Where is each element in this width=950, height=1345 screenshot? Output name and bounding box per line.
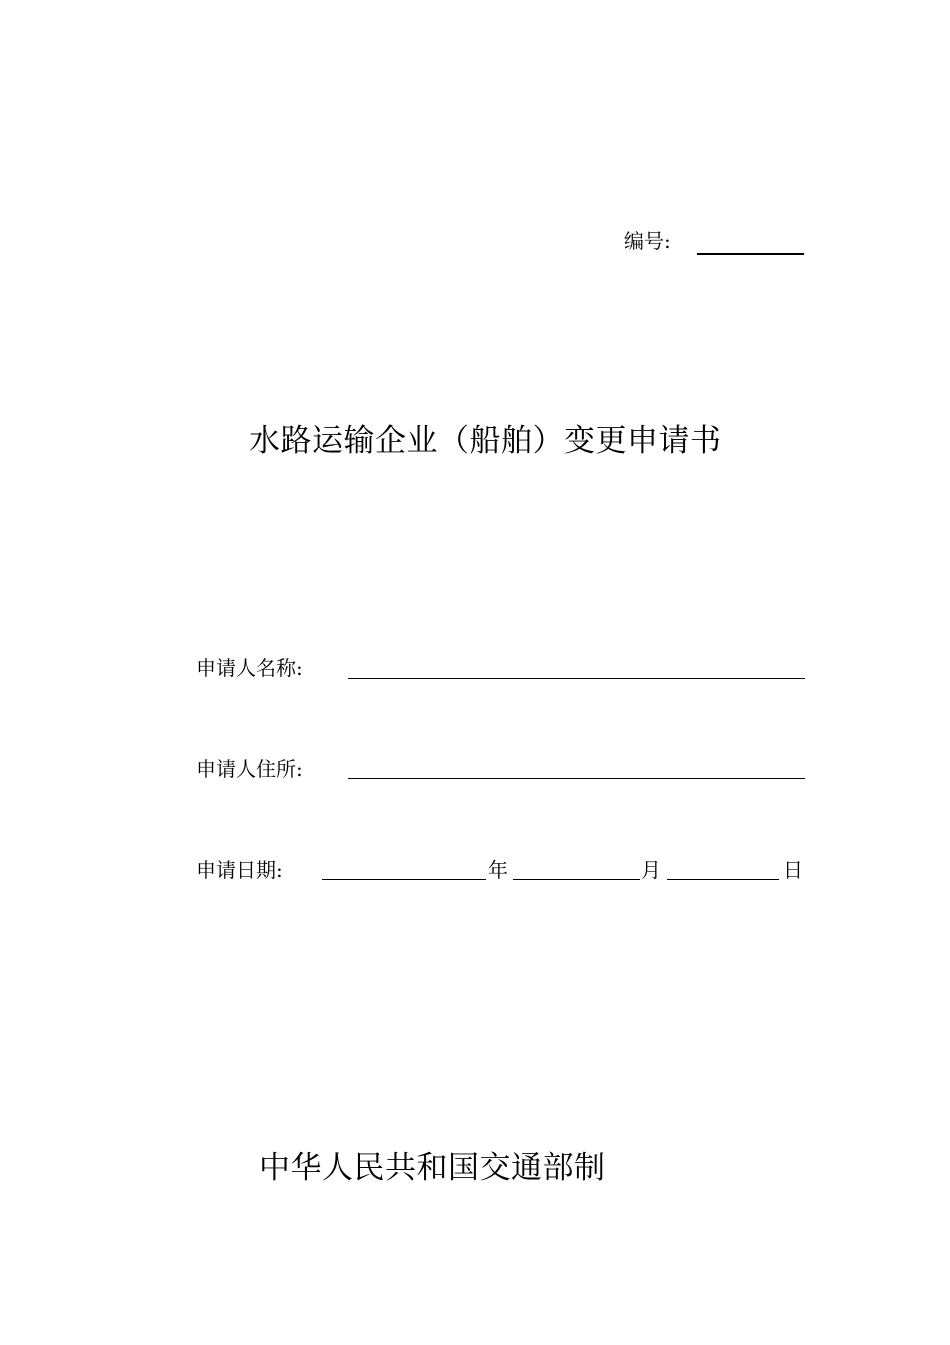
- year-blank[interactable]: [322, 879, 486, 880]
- applicant-name-blank[interactable]: [348, 678, 805, 679]
- document-title: 水路运输企业（船舶）变更申请书: [249, 423, 722, 459]
- month-blank[interactable]: [513, 879, 640, 880]
- issuing-authority: 中华人民共和国交通部制: [259, 1150, 606, 1186]
- day-unit-label: 日: [783, 858, 803, 882]
- serial-number-label: 编号:: [624, 229, 671, 253]
- application-date-label: 申请日期:: [196, 858, 283, 882]
- applicant-address-label: 申请人住所:: [196, 757, 303, 781]
- day-blank[interactable]: [667, 879, 779, 880]
- applicant-address-blank[interactable]: [348, 778, 805, 779]
- year-unit-label: 年: [488, 858, 508, 882]
- month-unit-label: 月: [641, 858, 661, 882]
- applicant-name-label: 申请人名称:: [196, 656, 303, 680]
- serial-number-blank[interactable]: [697, 253, 804, 255]
